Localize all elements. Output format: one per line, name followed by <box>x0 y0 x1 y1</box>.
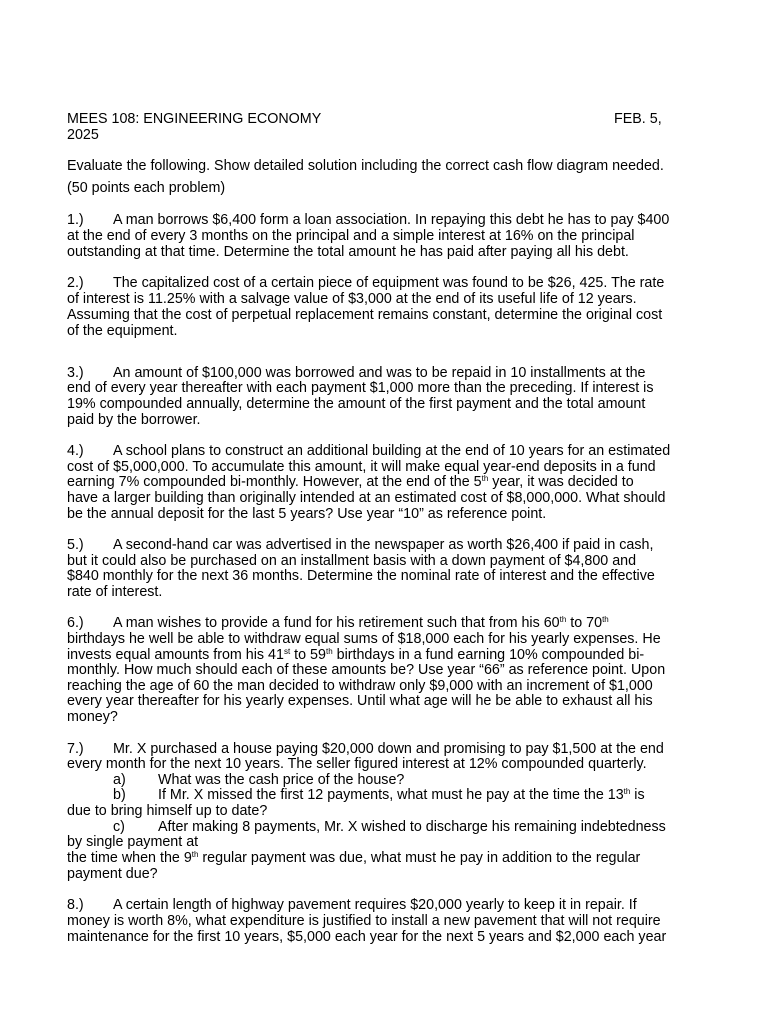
problem-3-line-4: paid by the borrower. <box>67 412 201 428</box>
problem-6-line-4: monthly. How much should each of these amounts be? Use year “66” as reference point. Upon <box>67 662 666 678</box>
problem-6-number: 6.) <box>67 615 84 631</box>
problem-4-line-2: cost of $5,000,000. To accumulate this amount, it will make equal year-end deposits in a fund <box>67 459 656 475</box>
problem-4-line-3-text-b: year, it was decided to <box>488 474 634 490</box>
problem-5-line-2: but it could also be purchased on an installment basis with a down payment of $4,800 and <box>67 553 637 569</box>
problem-7c-line-3-text-a: the time when the 9 <box>67 850 192 866</box>
problem-7b-text <box>158 787 645 803</box>
problem-2-line-3: Assuming that the cost of perpetual replacement remains constant, determine the original cost <box>67 307 663 323</box>
problem-5-line-4: rate of interest. <box>67 584 163 600</box>
ordinal-suffix: th <box>623 787 631 796</box>
problem-7a-text: What was the cash price of the house? <box>158 772 405 788</box>
problem-6-line-1 <box>113 615 609 631</box>
problem-5-number: 5.) <box>67 537 84 553</box>
problem-8-line-1: A certain length of highway pavement requires $20,000 yearly to keep it in repair. If <box>113 897 637 913</box>
ordinal-suffix: th <box>325 647 333 656</box>
problem-8-number: 8.) <box>67 897 84 913</box>
date-line-1: FEB. 5, <box>614 111 662 127</box>
course-title: MEES 108: ENGINEERING ECONOMY <box>67 111 322 127</box>
problem-4-number: 4.) <box>67 443 84 459</box>
problem-4-line-3 <box>67 474 634 490</box>
problem-5-line-1: A second-hand car was advertised in the newspaper as worth $26,400 if paid in cash, <box>113 537 654 553</box>
problem-8-line-2: money is worth 8%, what expenditure is justified to install a new pavement that will not require <box>67 913 661 929</box>
problem-6-line-5: reaching the age of 60 the man decided to withdraw only $9,000 with an increment of $1,000 <box>67 678 653 694</box>
problem-2-line-1: The capitalized cost of a certain piece of equipment was found to be $26, 425. The rate <box>113 275 665 291</box>
problem-7c-line-3 <box>67 850 640 866</box>
problem-7b-text-b: is <box>630 787 645 803</box>
problem-4-line-5: be the annual deposit for the last 5 years? Use year “10” as reference point. <box>67 506 547 522</box>
problem-1-number: 1.) <box>67 212 84 228</box>
instructions-line-2: (50 points each problem) <box>67 180 226 196</box>
problem-4-line-3-text-a: earning 7% compounded bi-monthly. However, at the end of the 5 <box>67 474 482 490</box>
ordinal-suffix: th <box>602 615 609 624</box>
ordinal-suffix: th <box>191 850 199 859</box>
problem-1-line-3: outstanding at that time. Determine the total amount he has paid after paying all his debt. <box>67 244 629 260</box>
problem-2-line-4: of the equipment. <box>67 323 178 339</box>
problem-2-number: 2.) <box>67 275 84 291</box>
problem-8-line-3: maintenance for the first 10 years, $5,000 each year for the next 5 years and $2,000 each year <box>67 929 667 945</box>
problem-6-line-3-text-c: birthdays in a fund earning 10% compounded bi- <box>332 647 645 663</box>
problem-3-number: 3.) <box>67 365 84 381</box>
problem-3-line-3: 19% compounded annually, determine the amount of the first payment and the total amount <box>67 396 646 412</box>
problem-7c-line-3-text-b: regular payment was due, what must he pay in addition to the regular <box>198 850 641 866</box>
problem-3-line-2: end of every year thereafter with each payment $1,000 more than the preceding. If interest is <box>67 380 654 396</box>
instructions-line-1: Evaluate the following. Show detailed solution including the correct cash flow diagram needed. <box>67 158 664 174</box>
problem-5-line-3: $840 monthly for the next 36 months. Determine the nominal rate of interest and the effective <box>67 568 655 584</box>
problem-6-line-1-text-b: to 70 <box>566 615 603 631</box>
problem-7-line-2: every month for the next 10 years. The seller figured interest at 12% compounded quarterly. <box>67 756 647 772</box>
date-line-2: 2025 <box>67 127 99 143</box>
problem-7c-line-2: by single payment at <box>67 834 199 850</box>
problem-7b-text-a: If Mr. X missed the first 12 payments, what must he pay at the time the 13 <box>158 787 624 803</box>
problem-6-line-7: money? <box>67 709 118 725</box>
problem-6-line-3-text-b: to 59 <box>290 647 326 663</box>
problem-1-line-1: A man borrows $6,400 form a loan association. In repaying this debt he has to pay $400 <box>113 212 670 228</box>
problem-6-line-6: every year thereafter for his yearly expenses. Until what age will he be able to exhaust all his <box>67 693 653 709</box>
problem-4-line-4: have a larger building than originally intended at an estimated cost of $8,000,000. What should <box>67 490 666 506</box>
problem-6-line-3 <box>67 647 644 663</box>
problem-6-line-1-text-a: A man wishes to provide a fund for his retirement such that from his 60 <box>113 615 560 631</box>
problem-6-line-3-text-a: invests equal amounts from his 41 <box>67 647 284 663</box>
ordinal-suffix: th <box>481 474 489 483</box>
problem-7c-line-4: payment due? <box>67 866 158 882</box>
problem-7c-label: c) <box>113 819 125 835</box>
problem-7b-line-2: due to bring himself up to date? <box>67 803 268 819</box>
problem-7b-label: b) <box>113 787 126 803</box>
problem-7-line-1: Mr. X purchased a house paying $20,000 down and promising to pay $1,500 at the end <box>113 741 664 757</box>
ordinal-suffix: st <box>283 647 291 656</box>
problem-7c-text: After making 8 payments, Mr. X wished to discharge his remaining indebtedness <box>158 819 666 835</box>
problem-6-line-2: birthdays he well be able to withdraw equal sums of $18,000 each for his yearly expenses. He <box>67 631 661 647</box>
problem-7-number: 7.) <box>67 741 84 757</box>
problem-7a-label: a) <box>113 772 126 788</box>
ordinal-suffix: th <box>559 615 567 624</box>
problem-1-line-2: at the end of every 3 months on the principal and a simple interest at 16% on the principal <box>67 228 635 244</box>
problem-3-line-1: An amount of $100,000 was borrowed and was to be repaid in 10 installments at the <box>113 365 646 381</box>
problem-2-line-2: of interest is 11.25% with a salvage value of $3,000 at the end of its useful life of 12 years. <box>67 291 637 307</box>
problem-4-line-1: A school plans to construct an additional building at the end of 10 years for an estimated <box>113 443 671 459</box>
